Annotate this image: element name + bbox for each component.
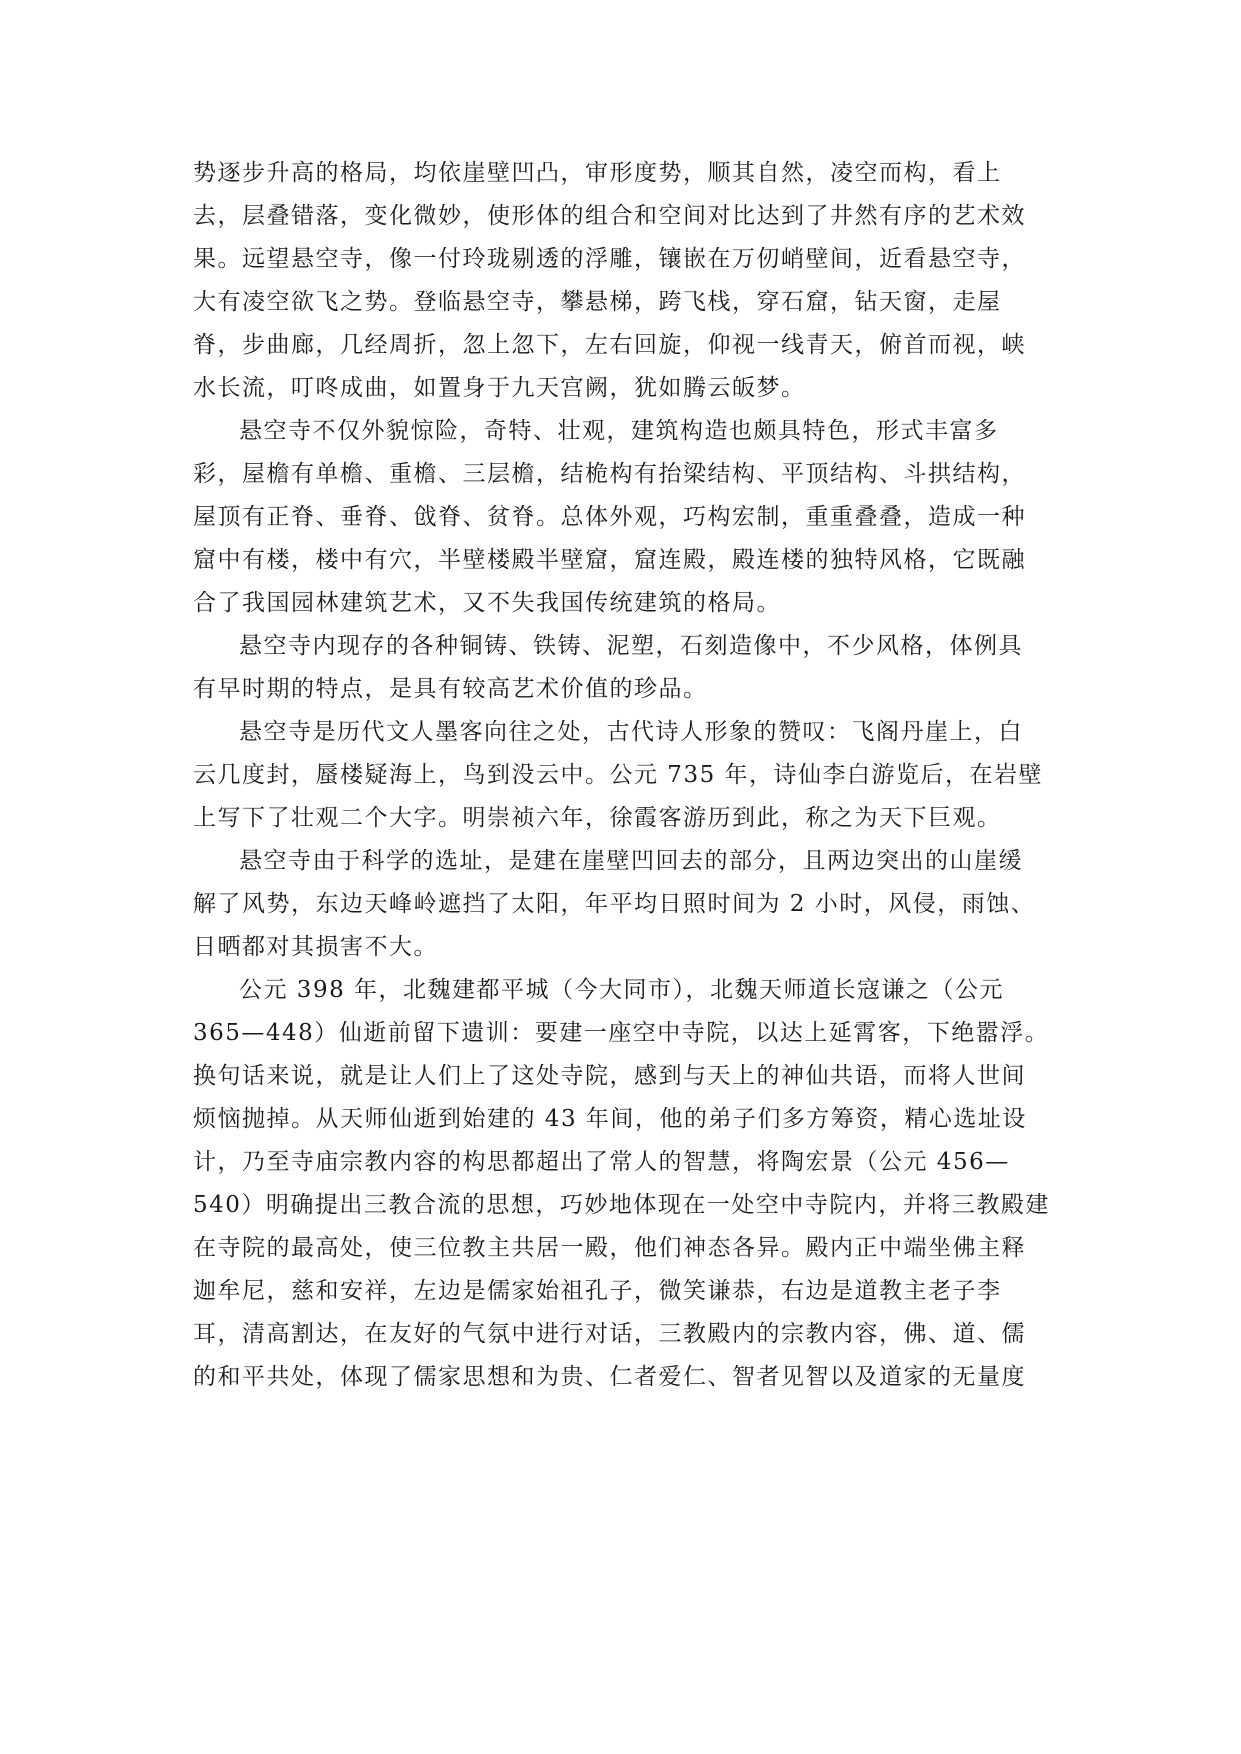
text-line: 上写下了壮观二个大字。明崇祯六年，徐霞客游历到此，称之为天下巨观。 [193, 805, 1002, 831]
text-line: 水长流，叮咚成曲，如置身于九天宫阙，犹如腾云皈梦。 [193, 375, 806, 401]
text-line: 解了风势，东边天峰岭遮挡了太阳，年平均日照时间为 2 小时，风侵，雨蚀、 [193, 891, 1036, 917]
text-line: 在寺院的最高处，使三位教主共居一殿，他们神态各异。殿内正中端坐佛主释 [193, 1235, 1026, 1261]
text-line: 换句话来说，就是让人们上了这处寺院，感到与天上的神仙共语，而将人世间 [193, 1063, 1026, 1089]
text-line: 屋顶有正脊、垂脊、戗脊、贫脊。总体外观，巧构宏制，重重叠叠，造成一种 [193, 504, 1026, 530]
text-line: 日晒都对其损害不大。 [193, 934, 438, 960]
text-line: 悬空寺不仅外貌惊险，奇特、壮观，建筑构造也颇具特色，形式丰富多 [239, 418, 999, 444]
text-line: 有早时期的特点，是具有较高艺术价值的珍品。 [193, 676, 708, 702]
text-line: 果。远望悬空寺，像一付玲珑剔透的浮雕，镶嵌在万仞峭壁间，近看悬空寺， [193, 246, 1026, 272]
text-line: 窟中有楼，楼中有穴，半壁楼殿半壁窟，窟连殿，殿连楼的独特风格，它既融 [193, 547, 1026, 573]
text-line: 去，层叠错落，变化微妙，使形体的组合和空间对比达到了井然有序的艺术效 [193, 203, 1026, 229]
paragraph-6 [193, 969, 1063, 1399]
text-line: 烦恼抛掉。从天师仙逝到始建的 43 年间，他的弟子们多方筹资，精心选址设 [193, 1106, 1027, 1132]
text-line: 合了我国园林建筑艺术，又不失我国传统建筑的格局。 [193, 590, 781, 616]
text-line: 脊，步曲廊，几经周折，忽上忽下，左右回旋，仰视一线青天，俯首而视，峡 [193, 332, 1026, 358]
text-line: 540）明确提出三教合流的思想，巧妙地体现在一处空中寺院内，并将三教殿建 [193, 1192, 1050, 1218]
text-line: 耳，清高割达，在友好的气氛中进行对话，三教殿内的宗教内容，佛、道、儒 [193, 1321, 1026, 1347]
paragraph-3 [193, 625, 1063, 711]
text-line: 悬空寺是历代文人墨客向往之处，古代诗人形象的赞叹：飞阁丹崖上，白 [239, 719, 1023, 745]
text-line: 悬空寺内现存的各种铜铸、铁铸、泥塑，石刻造像中，不少风格，体例具 [239, 633, 1023, 659]
text-line: 公元 398 年，北魏建都平城（今大同市），北魏天师道长寇谦之（公元 [239, 977, 1005, 1003]
text-line: 悬空寺由于科学的选址，是建在崖壁凹回去的部分，且两边突出的山崖缓 [239, 848, 1023, 874]
text-line: 大有凌空欲飞之势。登临悬空寺，攀悬梯，跨飞栈，穿石窟，钻天窗，走屋 [193, 289, 1002, 315]
paragraph-4 [193, 711, 1063, 840]
paragraph-1 [193, 152, 1063, 410]
text-line: 的和平共处，体现了儒家思想和为贵、仁者爱仁、智者见智以及道家的无量度 [193, 1364, 1026, 1390]
text-line: 势逐步升高的格局，均依崖壁凹凸，审形度势，顺其自然，凌空而构，看上 [193, 160, 1002, 186]
text-line: 云几度封，蜃楼疑海上，鸟到没云中。公元 735 年，诗仙李白游览后，在岩壁 [193, 762, 1044, 788]
text-line: 365—448）仙逝前留下遗训：要建一座空中寺院，以达上延霄客，下绝嚣浮。 [193, 1020, 1050, 1046]
text-line: 计，乃至寺庙宗教内容的构思都超出了常人的智慧，将陶宏景（公元 456— [193, 1149, 1010, 1175]
text-line: 彩，屋檐有单檐、重檐、三层檐，结桅构有抬梁结构、平顶结构、斗拱结构， [193, 461, 1026, 487]
paragraph-2 [193, 410, 1063, 625]
paragraph-5 [193, 840, 1063, 969]
text-line: 迦牟尼，慈和安祥，左边是儒家始祖孔子，微笑谦恭，右边是道教主老子李 [193, 1278, 1002, 1304]
body-text [193, 152, 1063, 1399]
